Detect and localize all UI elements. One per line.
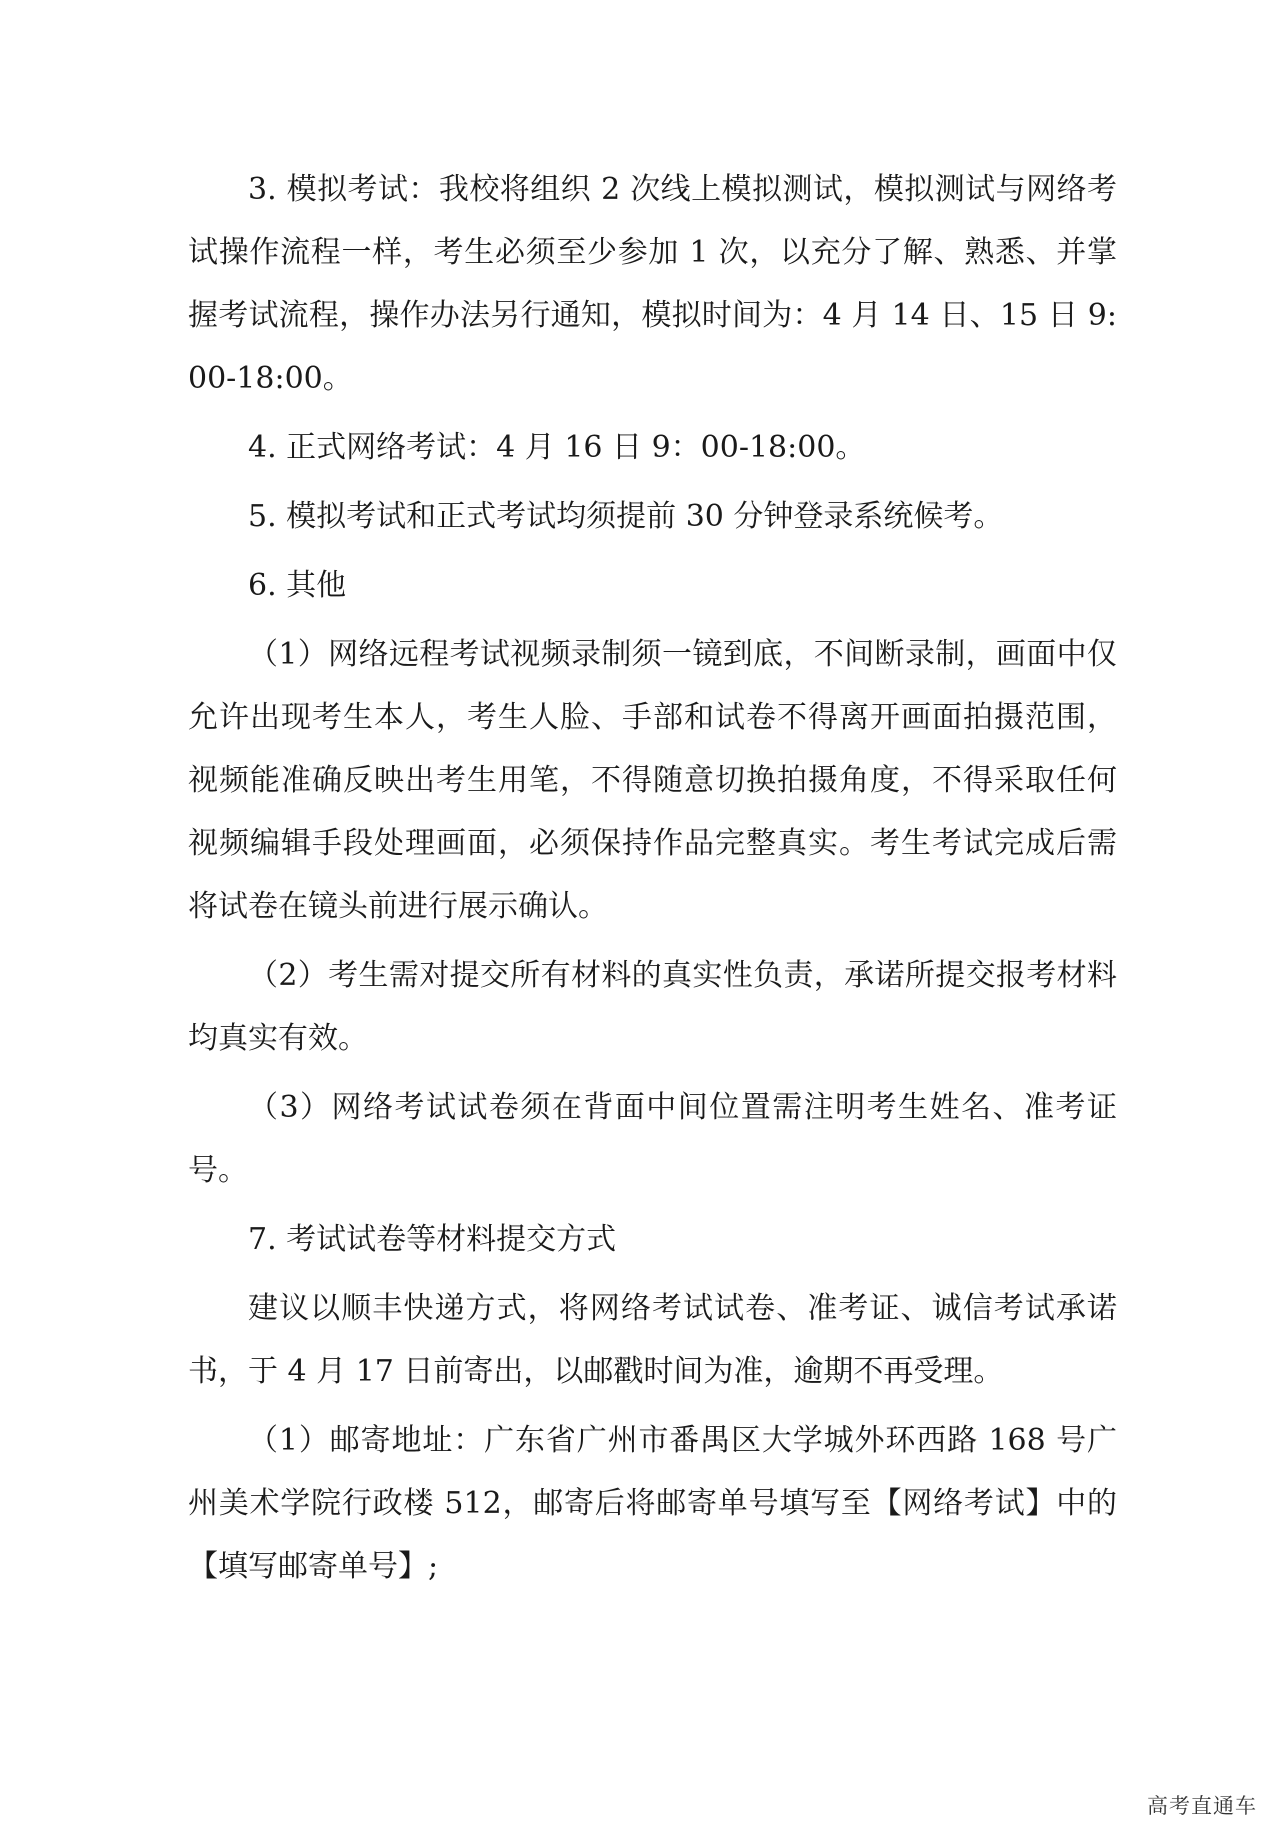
paragraph-submission-heading: 7. 考试试卷等材料提交方式 — [248, 1222, 617, 1257]
paragraph-login-early: 5. 模拟考试和正式考试均须提前 30 分钟登录系统候考。 — [248, 499, 1004, 534]
paragraph-courier-advice: 建议以顺丰快递方式，将网络考试试卷、准考证、诚信考试承诺书，于 4 月 17 日前寄出，以邮戳时间为准，逾期不再受理。 — [188, 1291, 1117, 1389]
paragraph-formal-exam: 4. 正式网络考试：4 月 16 日 9：00-18:00。 — [248, 430, 866, 465]
paragraph-mailing-address: （1）邮寄地址：广东省广州市番禺区大学城外环西路 168 号广州美术学院行政楼 512，邮寄后将邮寄单号填写至【网络考试】中的【填写邮寄单号】; — [188, 1423, 1117, 1584]
paragraph-authenticity: （2）考生需对提交所有材料的真实性负责，承诺所提交报考材料均真实有效。 — [188, 958, 1117, 1056]
paragraph-mock-exam: 3. 模拟考试：我校将组织 2 次线上模拟测试，模拟测试与网络考试操作流程一样，考生必须至少参加 1 次，以充分了解、熟悉、并掌握考试流程，操作办法另行通知，模拟时间为：4 月 14 日、15 日 9:00-18:00。 — [188, 172, 1117, 396]
paragraph-video-recording: （1）网络远程考试视频录制须一镜到底，不间断录制，画面中仅允许出现考生本人，考生人脸、手部和试卷不得离开画面拍摄范围，视频能准确反映出考生用笔，不得随意切换拍摄角度，不得采取任何视频编辑手段处理画面，必须保持作品完整真实。考生考试完成后需将试卷在镜头前进行展示确认。 — [188, 637, 1117, 924]
paragraph-other-heading: 6. 其他 — [248, 568, 347, 603]
document-body — [188, 158, 1117, 1598]
paragraph-paper-marking: （3）网络考试试卷须在背面中间位置需注明考生姓名、准考证号。 — [188, 1090, 1117, 1188]
watermark-text: 高考直通车 — [1147, 1794, 1257, 1818]
